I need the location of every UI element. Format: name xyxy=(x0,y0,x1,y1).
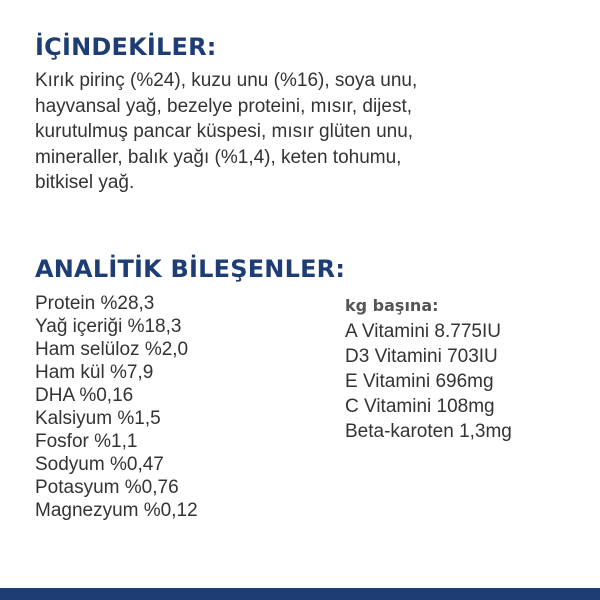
analytic-item: Ham kül %7,9 xyxy=(35,362,154,383)
analytic-item: Potasyum %0,76 xyxy=(35,477,179,498)
ingredients-line: hayvansal yağ, bezelye proteini, mısır, dijest, xyxy=(35,95,413,117)
analytic-list-right xyxy=(345,294,512,444)
vitamin-item: E Vitamini 696mg xyxy=(345,371,494,392)
vitamin-item: D3 Vitamini 703IU xyxy=(345,346,498,367)
bottom-accent-bar xyxy=(0,588,600,600)
ingredients-heading: İÇİNDEKİLER: xyxy=(35,33,217,61)
vitamin-item: Beta-karoten 1,3mg xyxy=(345,421,512,442)
analytic-item: Yağ içeriği %18,3 xyxy=(35,316,182,337)
analytic-item: Ham selüloz %2,0 xyxy=(35,339,189,360)
analytic-item: Kalsiyum %1,5 xyxy=(35,408,161,429)
analytic-item: Sodyum %0,47 xyxy=(35,454,164,475)
analytic-item: Magnezyum %0,12 xyxy=(35,500,198,521)
ingredients-line: bitkisel yağ. xyxy=(35,172,135,193)
vitamin-item: A Vitamini 8.775IU xyxy=(345,321,501,342)
ingredients-line: Kırık pirinç (%24), kuzu unu (%16), soya unu, xyxy=(35,70,418,91)
analytic-item: Protein %28,3 xyxy=(35,293,155,314)
ingredients-text xyxy=(35,68,580,196)
analytic-item: DHA %0,16 xyxy=(35,385,134,406)
analytic-list-left xyxy=(35,292,198,522)
analytic-heading: ANALİTİK BİLEŞENLER: xyxy=(35,255,346,283)
ingredients-line: kurutulmuş pancar küspesi, mısır glüten unu, xyxy=(35,121,414,142)
per-kg-subheading: kg başına: xyxy=(345,296,439,315)
ingredients-line: mineraller, balık yağı (%1,4), keten tohumu, xyxy=(35,146,402,168)
analytic-item: Fosfor %1,1 xyxy=(35,431,138,452)
vitamin-item: C Vitamini 108mg xyxy=(345,396,495,417)
